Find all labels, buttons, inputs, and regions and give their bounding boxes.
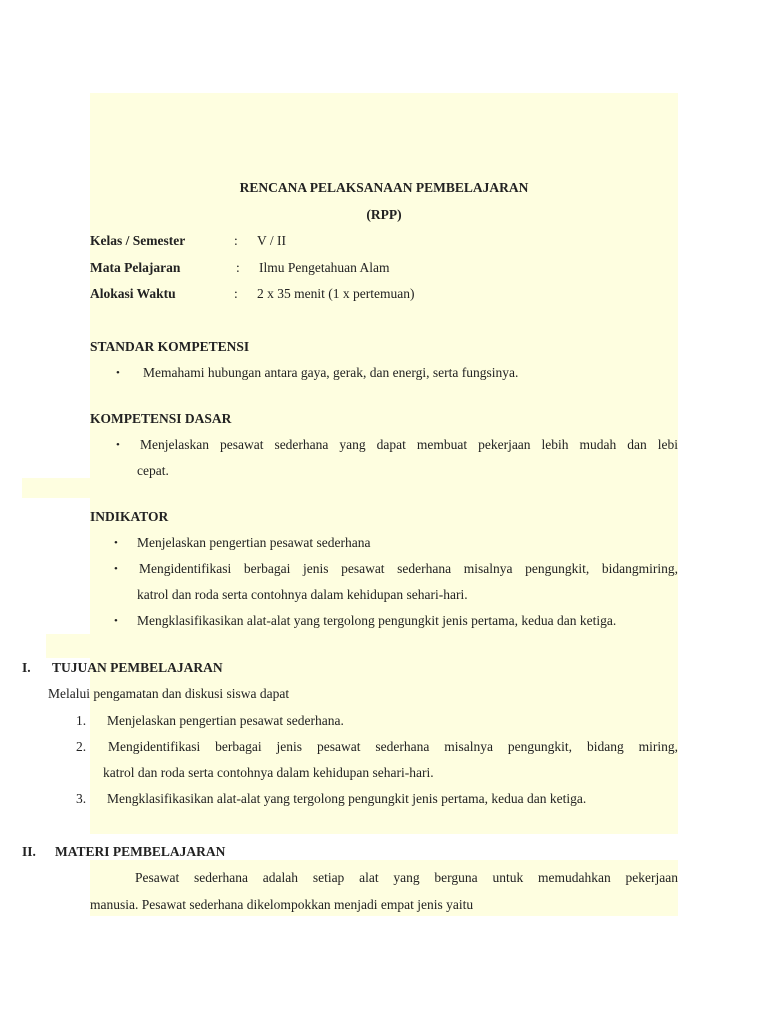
info-sep: : <box>234 233 238 248</box>
highlight-block <box>46 634 678 658</box>
tujuan-item: Mengklasifikasikan alat-alat yang tergolong pengungkit jenis pertama, kedua dan ketiga. <box>107 791 587 806</box>
bullet-icon: • <box>116 439 120 451</box>
section-heading-materi: MATERI PEMBELAJARAN <box>55 844 226 859</box>
tujuan-item: Menjelaskan pengertian pesawat sederhana. <box>107 713 344 728</box>
info-value-alokasi: 2 x 35 menit (1 x pertemuan) <box>257 286 415 301</box>
info-label-mapel: Mata Pelajaran <box>90 260 181 275</box>
tujuan-item-cont: katrol dan roda serta contohnya dalam kehidupan sehari-hari. <box>103 765 434 780</box>
highlight-block <box>22 478 678 498</box>
materi-paragraph-line: Pesawat sederhana adalah setiap alat yang berguna untuk memudahkan pekerjaan <box>135 870 678 885</box>
section-numeral: II. <box>22 844 36 859</box>
info-sep: : <box>234 286 238 301</box>
section-heading-tujuan: TUJUAN PEMBELAJARAN <box>52 660 223 675</box>
list-number: 2. <box>76 739 87 754</box>
indikator-item: Mengidentifikasi berbagai jenis pesawat sederhana misalnya pengungkit, bidangmiring, <box>139 561 678 576</box>
indikator-item: Menjelaskan pengertian pesawat sederhana <box>137 535 371 550</box>
section-numeral: I. <box>22 660 31 675</box>
dasar-item-line: Menjelaskan pesawat sederhana yang dapat membuat pekerjaan lebih mudah dan lebi <box>140 437 678 452</box>
info-value-mapel: Ilmu Pengetahuan Alam <box>259 260 390 275</box>
list-number: 3. <box>76 791 87 806</box>
bullet-icon: • <box>114 615 118 627</box>
document-subtitle: (RPP) <box>366 207 402 222</box>
tujuan-intro: Melalui pengamatan dan diskusi siswa dapat <box>48 686 290 701</box>
info-label-alokasi: Alokasi Waktu <box>90 286 176 301</box>
info-label-kelas: Kelas / Semester <box>90 233 186 248</box>
bullet-icon: • <box>114 563 118 575</box>
dasar-item-line: cepat. <box>137 463 169 478</box>
tujuan-item: Mengidentifikasi berbagai jenis pesawat sederhana misalnya pengungkit, bidang miring, <box>108 739 678 754</box>
section-heading-dasar: KOMPETENSI DASAR <box>90 411 232 426</box>
info-sep: : <box>236 260 240 275</box>
indikator-item: Mengklasifikasikan alat-alat yang tergolong pengungkit jenis pertama, kedua dan ketiga. <box>137 613 617 628</box>
materi-paragraph-line: manusia. Pesawat sederhana dikelompokkan menjadi empat jenis yaitu <box>90 897 474 912</box>
info-value-kelas: V / II <box>257 233 286 248</box>
list-number: 1. <box>76 713 87 728</box>
bullet-icon: • <box>114 537 118 549</box>
document-title: RENCANA PELAKSANAAN PEMBELAJARAN <box>239 180 529 195</box>
standar-item: Memahami hubungan antara gaya, gerak, dan energi, serta fungsinya. <box>143 365 519 380</box>
section-heading-indikator: INDIKATOR <box>90 509 169 524</box>
indikator-item-cont: katrol dan roda serta contohnya dalam kehidupan sehari-hari. <box>137 587 468 602</box>
section-heading-standar: STANDAR KOMPETENSI <box>90 339 250 354</box>
bullet-icon: • <box>116 367 120 379</box>
